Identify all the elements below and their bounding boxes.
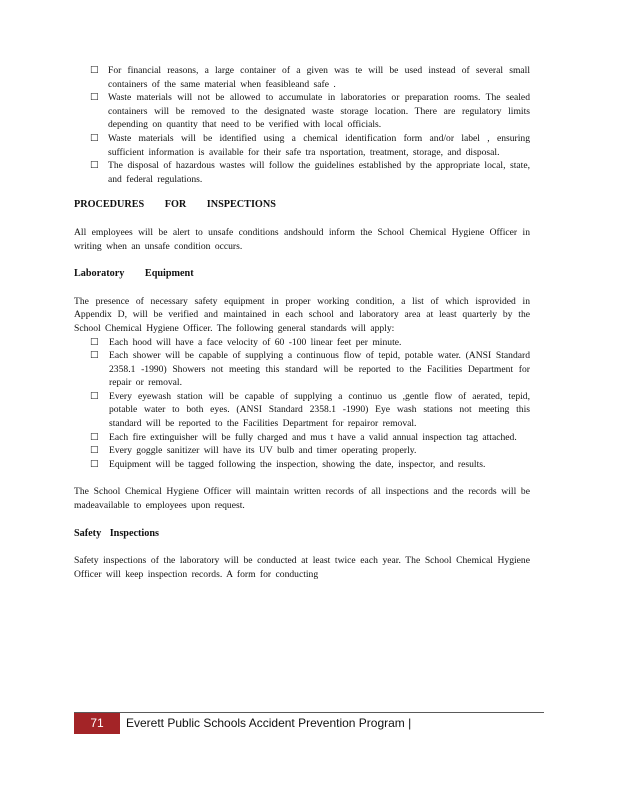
laboratory-intro-paragraph: The presence of necessary safety equipment in proper working condition, a list of which isprovided in Appendix D, will be verified and maintained in each school and laboratory area at least quarterly by the School Chemical Hygiene Officer. The following general standards will apply: (74, 295, 530, 334)
safety-inspections-heading: Safety Inspections (74, 527, 159, 539)
checkbox-bullet-icon: □ (90, 132, 99, 143)
waste-bullet-list (74, 64, 530, 186)
list-item-text: Waste materials will be identified using a chemical identification form and/or label , ensuring sufficient information is available for their safe tra nsportation, treatment, storage, and disposal. (108, 132, 530, 158)
list-item (74, 159, 530, 186)
page-footer (74, 712, 544, 734)
page-number: 71 (74, 713, 120, 734)
list-item (74, 336, 530, 350)
procedures-heading: PROCEDURES FOR INSPECTIONS (74, 199, 276, 211)
list-item-text: Equipment will be tagged following the inspection, showing the date, inspector, and results. (109, 458, 486, 470)
list-item-text: Every eyewash station will be capable of supplying a continuo us ,gentle flow of aerated, tepid, potable water to both eyes. (ANSI Standard 2358.1 -1990) Eye wash stations not meeting this standard will be reported to the Facilities Department for repairor removal. (109, 390, 530, 430)
list-item (74, 349, 530, 390)
checkbox-bullet-icon: □ (90, 390, 99, 401)
list-item (74, 458, 530, 472)
list-item-text: Each shower will be capable of supplying a continuous flow of tepid, potable water. (ANSI Standard 2358.1 -1990) Showers not meeting this standard will be reported to the Facilities Department for repair or removal. (109, 350, 530, 389)
list-item (74, 64, 530, 91)
checkbox-bullet-icon: □ (90, 65, 99, 75)
laboratory-equipment-heading: Laboratory Equipment (74, 268, 194, 280)
equipment-bullet-list (74, 336, 530, 472)
list-item-text: Every goggle sanitizer will have its UV bulb and timer operating properly. (109, 445, 417, 457)
list-item (74, 444, 530, 458)
safety-inspections-paragraph: Safety inspections of the laboratory will be conducted at least twice each year. The School Chemical Hygiene Officer will keep inspection records. A form for conducting (74, 555, 530, 580)
list-item (74, 390, 530, 431)
list-item (74, 132, 530, 159)
list-item (74, 431, 530, 445)
checkbox-bullet-icon: □ (90, 350, 99, 361)
checkbox-bullet-icon: □ (90, 445, 99, 456)
checkbox-bullet-icon: □ (90, 336, 99, 347)
checkbox-bullet-icon: □ (90, 458, 99, 469)
checkbox-bullet-icon: □ (90, 431, 99, 442)
list-item-text: Each fire extinguisher will be fully charged and mus t have a valid annual inspection tag attached. (109, 431, 517, 443)
footer-title: Everett Public Schools Accident Prevention Program | (126, 716, 412, 730)
checkbox-bullet-icon: □ (90, 92, 99, 103)
page-content (74, 64, 530, 581)
records-paragraph: The School Chemical Hygiene Officer will maintain written records of all inspections and the records will be madeavailable to employees upon request. (74, 486, 530, 512)
list-item-text: Each hood will have a face velocity of 60 -100 linear feet per minute. (109, 336, 402, 348)
list-item-text: Waste materials will not be allowed to accumulate in laboratories or preparation rooms. The sealed containers will be removed to the designated waste storage location. There are regulatory limits depending on quantity that need to be verified with local officials. (108, 92, 530, 131)
list-item-text: For financial reasons, a large container of a given was te will be used instead of several small containers of the same material when feasibleand safe . (108, 65, 530, 90)
list-item (74, 91, 530, 132)
checkbox-bullet-icon: □ (90, 160, 99, 171)
list-item-text: The disposal of hazardous wastes will follow the guidelines established by the appropriate local, state, and federal regulations. (108, 160, 530, 185)
procedures-paragraph: All employees will be alert to unsafe conditions andshould inform the School Chemical Hygiene Officer in writing when an unsafe condition occurs. (74, 226, 530, 252)
